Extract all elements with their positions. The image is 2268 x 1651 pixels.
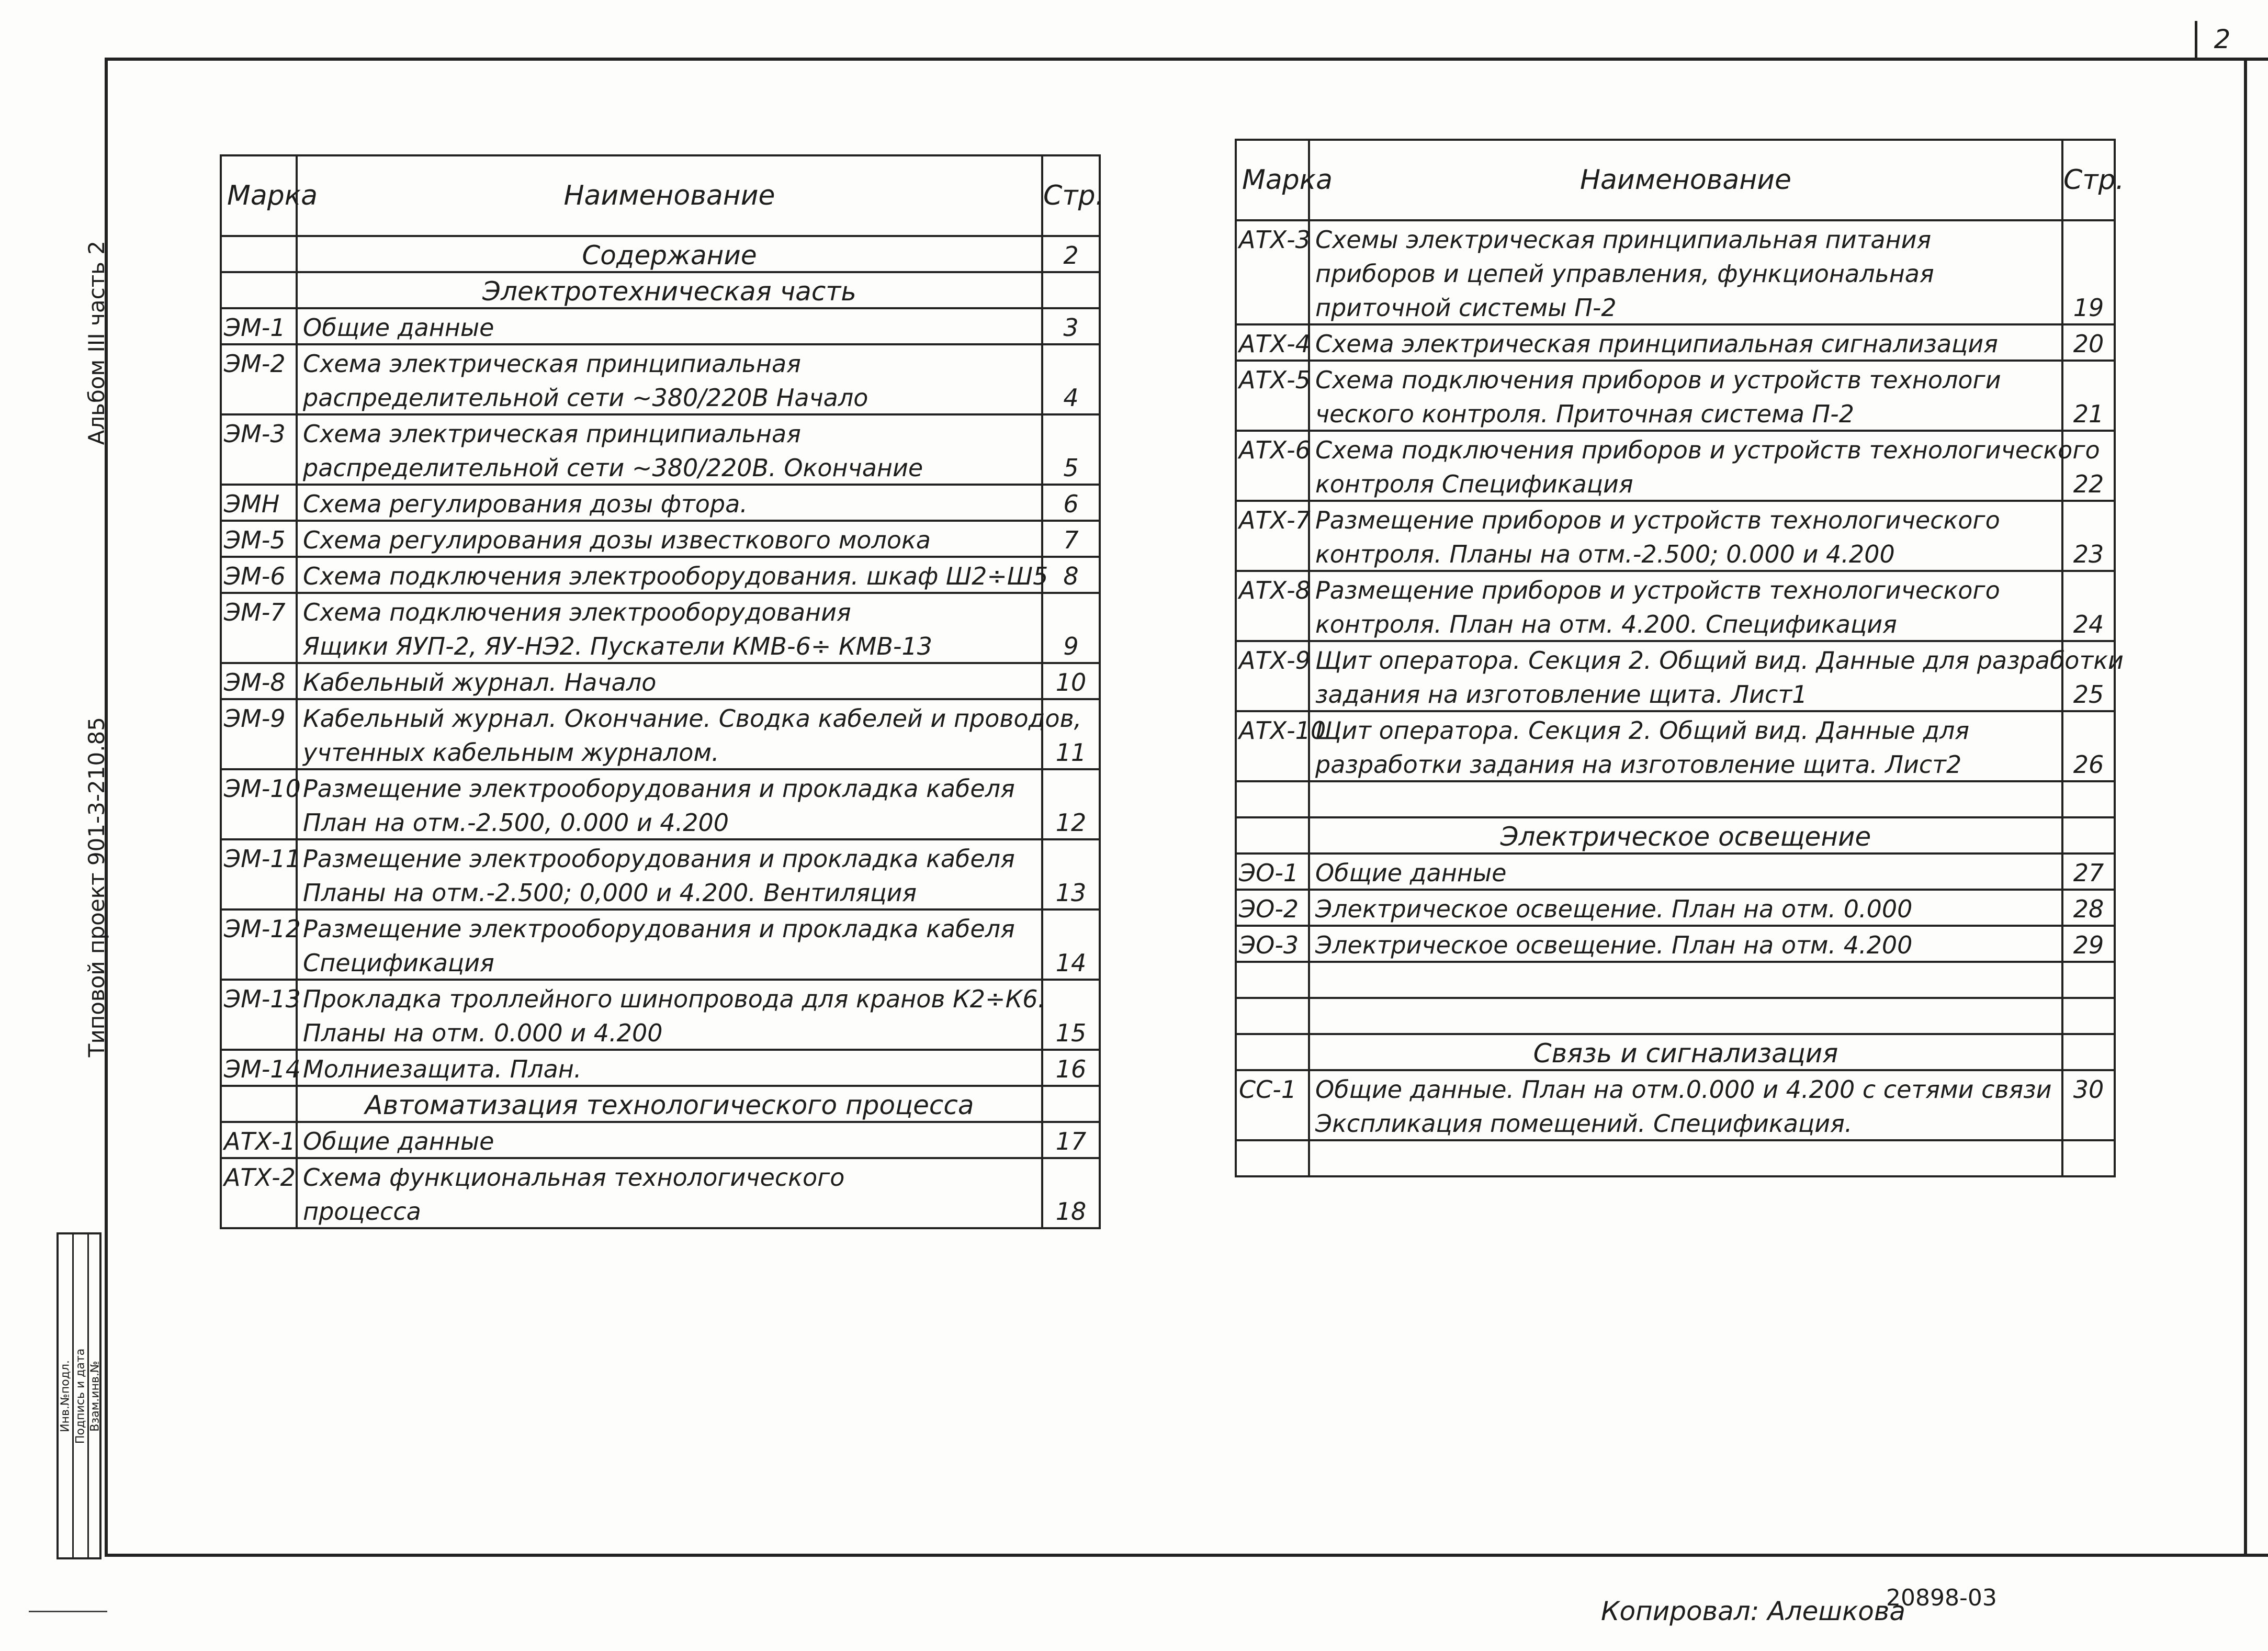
name-cell [1309, 998, 2062, 1034]
name-cell: ческого контроля. Приточная система П-2 [1309, 396, 2062, 431]
page-number: 2 [2214, 24, 2231, 54]
name-cell: Ящики ЯУП-2, ЯУ-НЭ2. Пускатели КМВ-6÷ КМВ-13 [297, 628, 1042, 663]
code-cell: ЭО-2 [1236, 890, 1309, 926]
name-cell: Общие данные [1309, 853, 2062, 890]
name-cell [1309, 781, 2062, 817]
table-row [221, 450, 1100, 485]
code-cell [221, 236, 297, 272]
name-cell: учтенных кабельным журналом. [297, 734, 1042, 769]
name-cell: Планы на отм.-2.500; 0,000 и 4.200. Вентиляция [297, 874, 1042, 909]
code-cell: АТХ-8 [1236, 571, 1309, 606]
code-cell [1236, 536, 1309, 571]
table-row [1236, 817, 2115, 853]
page-cell: 5 [1042, 450, 1100, 485]
table-row [221, 1158, 1100, 1193]
name-cell: Щит оператора. Секция 2. Общий вид. Данные для разработки [1309, 641, 2062, 676]
page-cell: 9 [1042, 628, 1100, 663]
approval-stamp [57, 1232, 101, 1559]
contents-rows-right [1236, 220, 2124, 1176]
page-cell [1042, 414, 1100, 450]
table-row [221, 1015, 1100, 1050]
code-cell [1236, 962, 1309, 998]
table-row [221, 1122, 1100, 1158]
page-cell: 16 [1042, 1050, 1100, 1086]
table-row [1236, 853, 2115, 890]
table-row [1236, 606, 2115, 641]
code-cell: ЭМ-7 [221, 593, 297, 628]
document-number: 20898-03 [1886, 1585, 1997, 1611]
name-cell: приборов и цепей управления, функциональная [1309, 255, 2062, 289]
page-cell: 2 [1042, 236, 1100, 272]
code-cell [221, 379, 297, 414]
code-cell: АТХ-10 [1236, 711, 1309, 746]
page-cell: 29 [2062, 926, 2115, 962]
name-cell: Связь и сигнализация [1309, 1034, 2062, 1070]
table-row [221, 1193, 1100, 1228]
code-cell: ЭМ-14 [221, 1050, 297, 1086]
page-cell [2062, 1105, 2115, 1140]
page-cell: 27 [2062, 853, 2115, 890]
table-row [221, 485, 1100, 521]
table-row [221, 945, 1100, 980]
code-cell: АТХ-9 [1236, 641, 1309, 676]
copied-by: Копировал: Алешкова [1601, 1596, 1905, 1626]
table-row [1236, 431, 2115, 466]
table-row [221, 379, 1100, 414]
code-cell [221, 450, 297, 485]
page-cell: 21 [2062, 396, 2115, 431]
name-cell: задания на изготовление щита. Лист1 [1309, 676, 2062, 711]
column-header-page: Стр. [1042, 155, 1100, 236]
page-cell: 6 [1042, 485, 1100, 521]
page-cell [2062, 711, 2115, 746]
page-cell [1042, 1086, 1100, 1122]
table-row [1236, 501, 2115, 536]
table-row [1236, 255, 2115, 289]
page-cell [1042, 344, 1100, 379]
name-cell: Схема подключения приборов и устройств технологического [1309, 431, 2062, 466]
table-row [1236, 926, 2115, 962]
table-row [1236, 746, 2115, 781]
page-cell [1042, 593, 1100, 628]
table-row [1236, 1105, 2115, 1140]
name-cell: Электротехническая часть [297, 272, 1042, 308]
page-cell [1042, 272, 1100, 308]
table-row [1236, 890, 2115, 926]
table-row [221, 663, 1100, 699]
table-row [221, 804, 1100, 839]
name-cell: Экспликация помещений. Спецификация. [1309, 1105, 2062, 1140]
name-cell: Общие данные [297, 308, 1042, 344]
code-cell [1236, 255, 1309, 289]
code-cell [1236, 781, 1309, 817]
page-cell [1042, 839, 1100, 874]
table-row [1236, 536, 2115, 571]
name-cell: Схема подключения приборов и устройств технологи [1309, 361, 2062, 396]
name-cell: Размещение приборов и устройств технологического [1309, 571, 2062, 606]
album-label: Альбом III часть 2 [84, 241, 109, 445]
code-cell: ЭМ-8 [221, 663, 297, 699]
name-cell: Планы на отм. 0.000 и 4.200 [297, 1015, 1042, 1050]
table-row [221, 699, 1100, 734]
page-cell: 8 [1042, 557, 1100, 593]
code-cell [1236, 1105, 1309, 1140]
page-cell [1042, 1158, 1100, 1193]
page-cell: 14 [1042, 945, 1100, 980]
code-cell: АТХ-1 [221, 1122, 297, 1158]
code-cell: ЭМ-12 [221, 909, 297, 945]
page-cell [2062, 220, 2115, 255]
code-cell [221, 1193, 297, 1228]
name-cell: План на отм.-2.500, 0.000 и 4.200 [297, 804, 1042, 839]
page-cell: 13 [1042, 874, 1100, 909]
name-cell: Схема функциональная технологического [297, 1158, 1042, 1193]
name-cell: Электрическое освещение. План на отм. 0.000 [1309, 890, 2062, 926]
table-row [221, 980, 1100, 1015]
name-cell: распределительной сети ~380/220В. Окончание [297, 450, 1042, 485]
table-row [1236, 361, 2115, 396]
name-cell: Схемы электрическая принципиальная питания [1309, 220, 2062, 255]
page-cell: 28 [2062, 890, 2115, 926]
code-cell: СС-1 [1236, 1070, 1309, 1105]
name-cell: Электрическое освещение [1309, 817, 2062, 853]
page-cell [2062, 998, 2115, 1034]
page-cell [2062, 962, 2115, 998]
stamp-field-signature: Подпись и дата [74, 1348, 87, 1444]
page-cell [2062, 781, 2115, 817]
page-cell: 26 [2062, 746, 2115, 781]
table-row [1236, 781, 2115, 817]
table-row [221, 344, 1100, 379]
page-cell: 12 [1042, 804, 1100, 839]
table-row [1236, 571, 2115, 606]
table-row [221, 909, 1100, 945]
page-cell: 20 [2062, 324, 2115, 361]
page-cell [2062, 501, 2115, 536]
table-row [1236, 711, 2115, 746]
table-row [221, 839, 1100, 874]
name-cell: Размещение электрооборудования и прокладка кабеля [297, 839, 1042, 874]
name-cell: Схема регулирования дозы фтора. [297, 485, 1042, 521]
code-cell [1236, 289, 1309, 324]
name-cell: Схема электрическая принципиальная сигнализация [1309, 324, 2062, 361]
page-cell [2062, 1140, 2115, 1176]
table-row [221, 414, 1100, 450]
name-cell: Размещение приборов и устройств технологического [1309, 501, 2062, 536]
page-cell [2062, 817, 2115, 853]
code-cell: ЭМ-13 [221, 980, 297, 1015]
page-cell [1042, 769, 1100, 804]
name-cell: Кабельный журнал. Окончание. Сводка кабелей и проводов, [297, 699, 1042, 734]
project-label: Типовой проект 901-3-210.85 [84, 717, 109, 1058]
code-cell [1236, 466, 1309, 501]
name-cell: Спецификация [297, 945, 1042, 980]
code-cell [221, 1015, 297, 1050]
code-cell [221, 272, 297, 308]
name-cell: Размещение электрооборудования и прокладка кабеля [297, 909, 1042, 945]
page-cell: 7 [1042, 521, 1100, 557]
page-cell: 17 [1042, 1122, 1100, 1158]
page-cell: 19 [2062, 289, 2115, 324]
table-row [1236, 998, 2115, 1034]
table-row [1236, 289, 2115, 324]
code-cell [221, 874, 297, 909]
code-cell: ЭМН [221, 485, 297, 521]
column-header-name: Наименование [1309, 140, 2062, 220]
page-cell [2062, 571, 2115, 606]
contents-rows-left [221, 236, 1100, 1228]
name-cell: Кабельный журнал. Начало [297, 663, 1042, 699]
table-row [221, 272, 1100, 308]
code-cell: ЭО-3 [1236, 926, 1309, 962]
code-cell: АТХ-7 [1236, 501, 1309, 536]
page-cell: 11 [1042, 734, 1100, 769]
table-row [221, 769, 1100, 804]
name-cell: Щит оператора. Секция 2. Общий вид. Данные для [1309, 711, 2062, 746]
code-cell [1236, 676, 1309, 711]
table-row [1236, 1070, 2115, 1105]
bottom-left-line [29, 1611, 107, 1612]
table-row [221, 308, 1100, 344]
name-cell: приточной системы П-2 [1309, 289, 2062, 324]
table-row [1236, 962, 2115, 998]
code-cell: АТХ-5 [1236, 361, 1309, 396]
page-cell [2062, 1034, 2115, 1070]
table-row [1236, 1140, 2115, 1176]
table-row [221, 236, 1100, 272]
code-cell [1236, 746, 1309, 781]
code-cell: ЭМ-11 [221, 839, 297, 874]
page-cell [2062, 361, 2115, 396]
page-cell: 4 [1042, 379, 1100, 414]
contents-table-left [220, 154, 1104, 1229]
page-cell: 15 [1042, 1015, 1100, 1050]
page-cell: 24 [2062, 606, 2115, 641]
page-cell: 25 [2062, 676, 2115, 711]
name-cell: Молниезащита. План. [297, 1050, 1042, 1086]
name-cell: Схема подключения электрооборудования [297, 593, 1042, 628]
code-cell [221, 1086, 297, 1122]
name-cell: Общие данные [297, 1122, 1042, 1158]
code-cell: АТХ-4 [1236, 324, 1309, 361]
table-row [221, 557, 1100, 593]
table-row [1236, 220, 2115, 255]
code-cell [1236, 998, 1309, 1034]
name-cell: Общие данные. План на отм.0.000 и 4.200 с сетями связи [1309, 1070, 2062, 1105]
name-cell: Схема электрическая принципиальная [297, 414, 1042, 450]
code-cell: ЭМ-5 [221, 521, 297, 557]
code-cell [1236, 606, 1309, 641]
name-cell: контроля Спецификация [1309, 466, 2062, 501]
name-cell [1309, 962, 2062, 998]
table-header-row [1236, 140, 2115, 220]
code-cell [1236, 1140, 1309, 1176]
code-cell: ЭМ-1 [221, 308, 297, 344]
code-cell [221, 945, 297, 980]
table-row [1236, 324, 2115, 361]
name-cell: Автоматизация технологического процесса [297, 1086, 1042, 1122]
code-cell: ЭМ-6 [221, 557, 297, 593]
page-cell: 30 [2062, 1070, 2115, 1105]
name-cell: Электрическое освещение. План на отм. 4.200 [1309, 926, 2062, 962]
table-row [1236, 396, 2115, 431]
stamp-field-inv: Инв.№подл. [59, 1360, 72, 1432]
table-row [1236, 466, 2115, 501]
name-cell: процесса [297, 1193, 1042, 1228]
name-cell: Содержание [297, 236, 1042, 272]
table-header-row [221, 155, 1100, 236]
code-cell: АТХ-2 [221, 1158, 297, 1193]
code-cell: АТХ-6 [1236, 431, 1309, 466]
table-row [221, 874, 1100, 909]
table-row [221, 734, 1100, 769]
page-cell [2062, 255, 2115, 289]
name-cell: контроля. Планы на отм.-2.500; 0.000 и 4.200 [1309, 536, 2062, 571]
code-cell: ЭО-1 [1236, 853, 1309, 890]
name-cell: Схема регулирования дозы известкового молока [297, 521, 1042, 557]
table-row [221, 593, 1100, 628]
code-cell: ЭМ-3 [221, 414, 297, 450]
code-cell [221, 734, 297, 769]
table-row [1236, 641, 2115, 676]
page-cell [1042, 909, 1100, 945]
page-number-box [2195, 21, 2247, 61]
table-row [1236, 676, 2115, 711]
name-cell: Схема подключения электрооборудования. шкаф Ш2÷Ш5 [297, 557, 1042, 593]
table-row [221, 1050, 1100, 1086]
column-header-page: Стр. [2062, 140, 2115, 220]
page-cell: 10 [1042, 663, 1100, 699]
code-cell [221, 628, 297, 663]
name-cell [1309, 1140, 2062, 1176]
name-cell: Прокладка троллейного шинопровода для кранов К2÷К6. [297, 980, 1042, 1015]
table-row [1236, 1034, 2115, 1070]
column-header-code: Марка [221, 155, 297, 236]
table-row [221, 1086, 1100, 1122]
code-cell [1236, 1034, 1309, 1070]
page-cell [1042, 980, 1100, 1015]
code-cell: АТХ-3 [1236, 220, 1309, 255]
code-cell [221, 804, 297, 839]
table-row [221, 628, 1100, 663]
code-cell [1236, 396, 1309, 431]
column-header-code: Марка [1236, 140, 1309, 220]
name-cell: распределительной сети ~380/220В Начало [297, 379, 1042, 414]
contents-table-right [1235, 139, 2125, 1177]
code-cell: ЭМ-2 [221, 344, 297, 379]
name-cell: разработки задания на изготовление щита. Лист2 [1309, 746, 2062, 781]
table-row [221, 521, 1100, 557]
name-cell: контроля. План на отм. 4.200. Спецификация [1309, 606, 2062, 641]
name-cell: Размещение электрооборудования и прокладка кабеля [297, 769, 1042, 804]
name-cell: Схема электрическая принципиальная [297, 344, 1042, 379]
page-cell: 3 [1042, 308, 1100, 344]
stamp-field-replace: Взам.инв.№ [88, 1360, 102, 1432]
page-cell: 22 [2062, 466, 2115, 501]
code-cell [1236, 817, 1309, 853]
page-cell: 23 [2062, 536, 2115, 571]
column-header-name: Наименование [297, 155, 1042, 236]
page-cell: 18 [1042, 1193, 1100, 1228]
code-cell: ЭМ-10 [221, 769, 297, 804]
code-cell: ЭМ-9 [221, 699, 297, 734]
drawing-frame-right [2244, 58, 2247, 1557]
